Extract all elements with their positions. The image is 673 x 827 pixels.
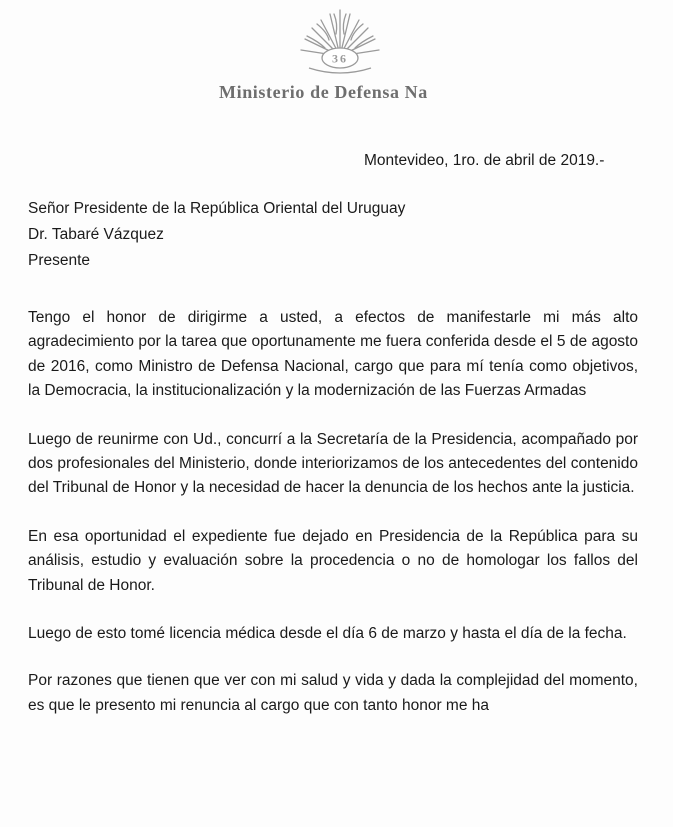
paragraph: Luego de esto tomé licencia médica desde el día 6 de marzo y hasta el día de la fecha. <box>28 625 627 643</box>
addressee-line-salutation: Presente <box>28 252 91 269</box>
letterhead <box>0 0 673 110</box>
ministry-name: Ministerio de Defensa Na <box>219 82 428 102</box>
addressee-block <box>28 196 405 274</box>
letter-body <box>28 306 638 742</box>
paragraph: Por razones que tienen que ver con mi salud y vida y dada la complejidad del momento, es que le presento mi renuncia al cargo que con tanto honor me ha <box>28 672 638 714</box>
letter-date: Montevideo, 1ro. de abril de 2019.- <box>364 152 605 169</box>
addressee-line-title: Señor Presidente de la República Oriental del Uruguay <box>28 200 406 217</box>
addressee-line-name: Dr. Tabaré Vázquez <box>28 226 164 243</box>
emblem-number: 36 <box>332 51 348 66</box>
paragraph: En esa oportunidad el expediente fue dejado en Presidencia de la República para su análisis, estudio y evaluación sobre la procedencia o no de homologar los fallos del Tribunal de Honor. <box>28 527 638 594</box>
paragraph: Tengo el honor de dirigirme a usted, a efectos de manifestarle mi más alto agradecimiento por la tarea que oportunamente me fuera conferida desde el 5 de agosto de 2016, como Ministro de Defensa Nacional, cargo que para mí tenía como objetivos, la Democracia, la institucionalización y la modernización de las Fuerzas Armadas <box>28 309 638 400</box>
sun-of-may-emblem-icon <box>297 6 383 76</box>
paragraph: Luego de reunirme con Ud., concurrí a la Secretaría de la Presidencia, acompañado por dos profesionales del Ministerio, donde interiorizamos de los antecedentes del contenido del Tribunal de Honor y la necesidad de hacer la denuncia de los hechos ante la justicia. <box>28 430 638 497</box>
